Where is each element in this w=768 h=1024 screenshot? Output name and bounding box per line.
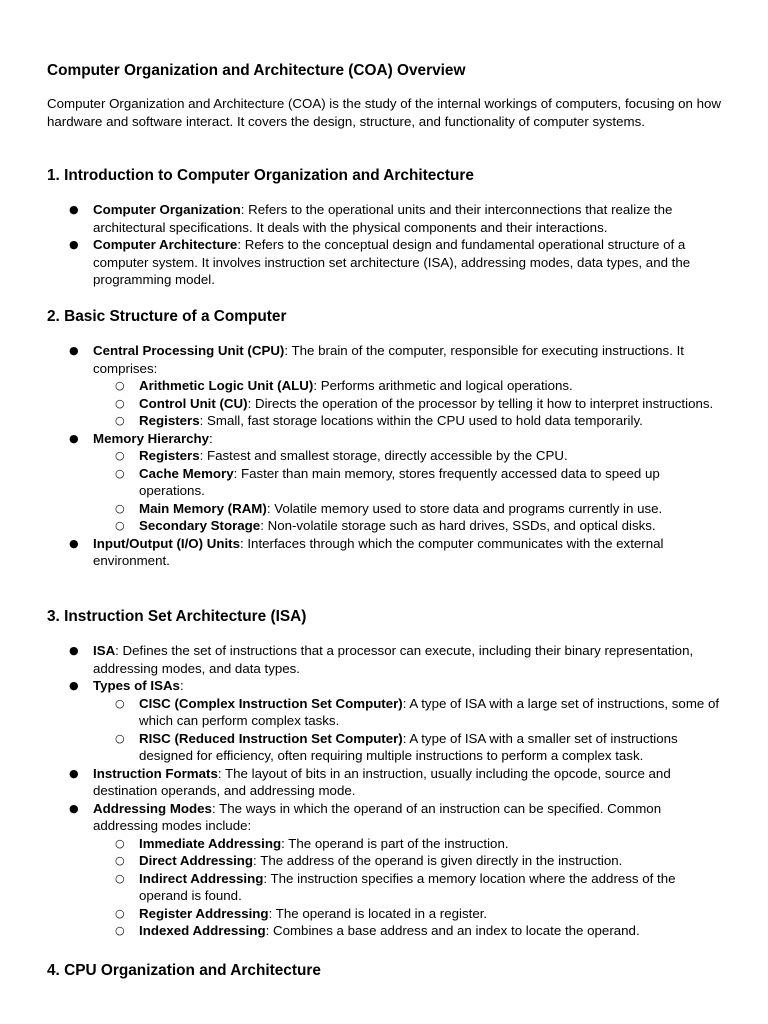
item-desc: : The layout of bits in an instruction, usually including the opcode, source and destination operands, and addressing mode. — [93, 765, 671, 798]
sub-list — [93, 695, 727, 765]
item-term: Control Unit (CU) — [139, 395, 248, 411]
list-item — [47, 535, 727, 570]
sub-list-item — [93, 465, 727, 500]
item-desc: : The instruction specifies a memory location where the address of the operand is found. — [139, 870, 676, 903]
item-desc: : The ways in which the operand of an instruction can be specified. Common addressing modes include: — [93, 800, 662, 833]
item-term: Direct Addressing — [139, 853, 254, 868]
sub-list-item — [93, 412, 727, 430]
item-term: Computer Architecture — [93, 237, 238, 252]
list-item — [47, 430, 727, 535]
section-heading-basic-structure: 2. Basic Structure of a Computer — [47, 308, 287, 325]
item-desc: : Volatile memory used to store data and programs currently in use. — [266, 500, 663, 516]
item-desc: : Small, fast storage locations within the CPU used to hold data temporarily. — [199, 413, 643, 428]
item-desc: : — [179, 678, 184, 693]
item-term: Input/Output (I/O) Units — [93, 535, 240, 551]
item-term: Secondary Storage — [139, 518, 261, 533]
item-desc: : — [209, 430, 213, 446]
list-item — [47, 201, 727, 236]
item-desc: : Refers to the operational units and their interconnections that realize the architectural specifications. It deals with the physical components and their interactions. — [93, 202, 673, 235]
item-term: Types of ISAs — [93, 678, 180, 693]
item-term: Memory Hierarchy — [93, 430, 210, 446]
sub-list-item — [93, 447, 727, 465]
item-term: Instruction Formats — [93, 765, 218, 781]
sub-list-item — [93, 395, 727, 413]
item-desc: : Performs arithmetic and logical operations. — [313, 378, 573, 393]
section-heading-introduction: 1. Introduction to Computer Organization and Architecture — [47, 167, 474, 184]
sub-list-item — [93, 500, 727, 518]
item-desc: : Directs the operation of the processor by telling it how to interpret instructions. — [247, 395, 714, 411]
item-desc: : A type of ISA with a smaller set of instructions designed for efficiency, often requiring multiple instructions to perform a complex task. — [139, 730, 678, 763]
sub-list — [93, 447, 727, 535]
item-desc: : A type of ISA with a large set of instructions, some of which can perform complex tasks. — [139, 695, 720, 728]
item-desc: : The brain of the computer, responsible for executing instructions. It comprises: — [93, 343, 684, 376]
sub-list — [93, 377, 727, 430]
item-term: ISA — [93, 643, 116, 658]
item-term: Registers — [139, 413, 200, 428]
item-term: Central Processing Unit (CPU) — [93, 343, 285, 358]
sub-list-item — [93, 905, 727, 923]
item-desc: : Fastest and smallest storage, directly accessible by the CPU. — [199, 448, 568, 463]
sub-list-item — [93, 695, 727, 730]
item-term: Arithmetic Logic Unit (ALU) — [139, 378, 314, 393]
item-term: RISC (Reduced Instruction Set Computer) — [139, 730, 403, 746]
intro-paragraph: Computer Organization and Architecture (COA) is the study of the internal workings of computers, focusing on how hardware and software interact. It covers the design, structure, and functionality of computer systems. — [47, 96, 722, 129]
item-term: Cache Memory — [139, 465, 234, 481]
document-title: Computer Organization and Architecture (COA) Overview — [47, 62, 466, 79]
sub-list-item — [93, 852, 727, 870]
section-heading-isa: 3. Instruction Set Architecture (ISA) — [47, 608, 307, 625]
item-desc: : Defines the set of instructions that a processor can execute, including their binary representation, addressing modes, and data types. — [93, 643, 694, 676]
item-desc: : The address of the operand is given directly in the instruction. — [253, 853, 623, 868]
list-item — [47, 342, 727, 430]
sub-list-item — [93, 730, 727, 765]
item-term: Indirect Addressing — [139, 870, 264, 886]
section-list-isa — [47, 642, 727, 940]
item-desc: : Non-volatile storage such as hard drives, SSDs, and optical disks. — [260, 518, 656, 533]
item-desc: : The operand is located in a register. — [268, 905, 488, 921]
section-list-introduction — [47, 201, 727, 289]
list-item — [47, 642, 727, 677]
item-desc: : Interfaces through which the computer communicates with the external environment. — [93, 535, 664, 568]
list-item — [47, 765, 727, 800]
sub-list — [93, 835, 727, 940]
sub-list-item — [93, 870, 727, 905]
section-list-basic-structure — [47, 342, 727, 570]
item-term: Immediate Addressing — [139, 835, 282, 851]
list-item — [47, 236, 727, 289]
item-term: Register Addressing — [139, 905, 269, 921]
sub-list-item — [93, 835, 727, 853]
sub-list-item — [93, 922, 727, 940]
item-term: Main Memory (RAM) — [139, 500, 267, 516]
item-term: Computer Organization — [93, 202, 241, 217]
list-item — [47, 677, 727, 765]
item-term: Addressing Modes — [93, 800, 212, 816]
item-term: Indexed Addressing — [139, 923, 266, 938]
sub-list-item — [93, 517, 727, 535]
item-desc: : Combines a base address and an index to locate the operand. — [265, 923, 640, 938]
list-item — [47, 800, 727, 940]
item-term: CISC (Complex Instruction Set Computer) — [139, 695, 403, 711]
item-desc: : Refers to the conceptual design and fundamental operational structure of a computer system. It involves instruction set architecture (ISA), addressing modes, data types, and the programming model. — [93, 237, 691, 287]
item-term: Registers — [139, 448, 200, 463]
section-heading-cpu-organization: 4. CPU Organization and Architecture — [47, 962, 321, 979]
sub-list-item — [93, 377, 727, 395]
item-desc: : Faster than main memory, stores frequently accessed data to speed up operations. — [139, 465, 660, 498]
item-desc: : The operand is part of the instruction. — [281, 835, 509, 851]
